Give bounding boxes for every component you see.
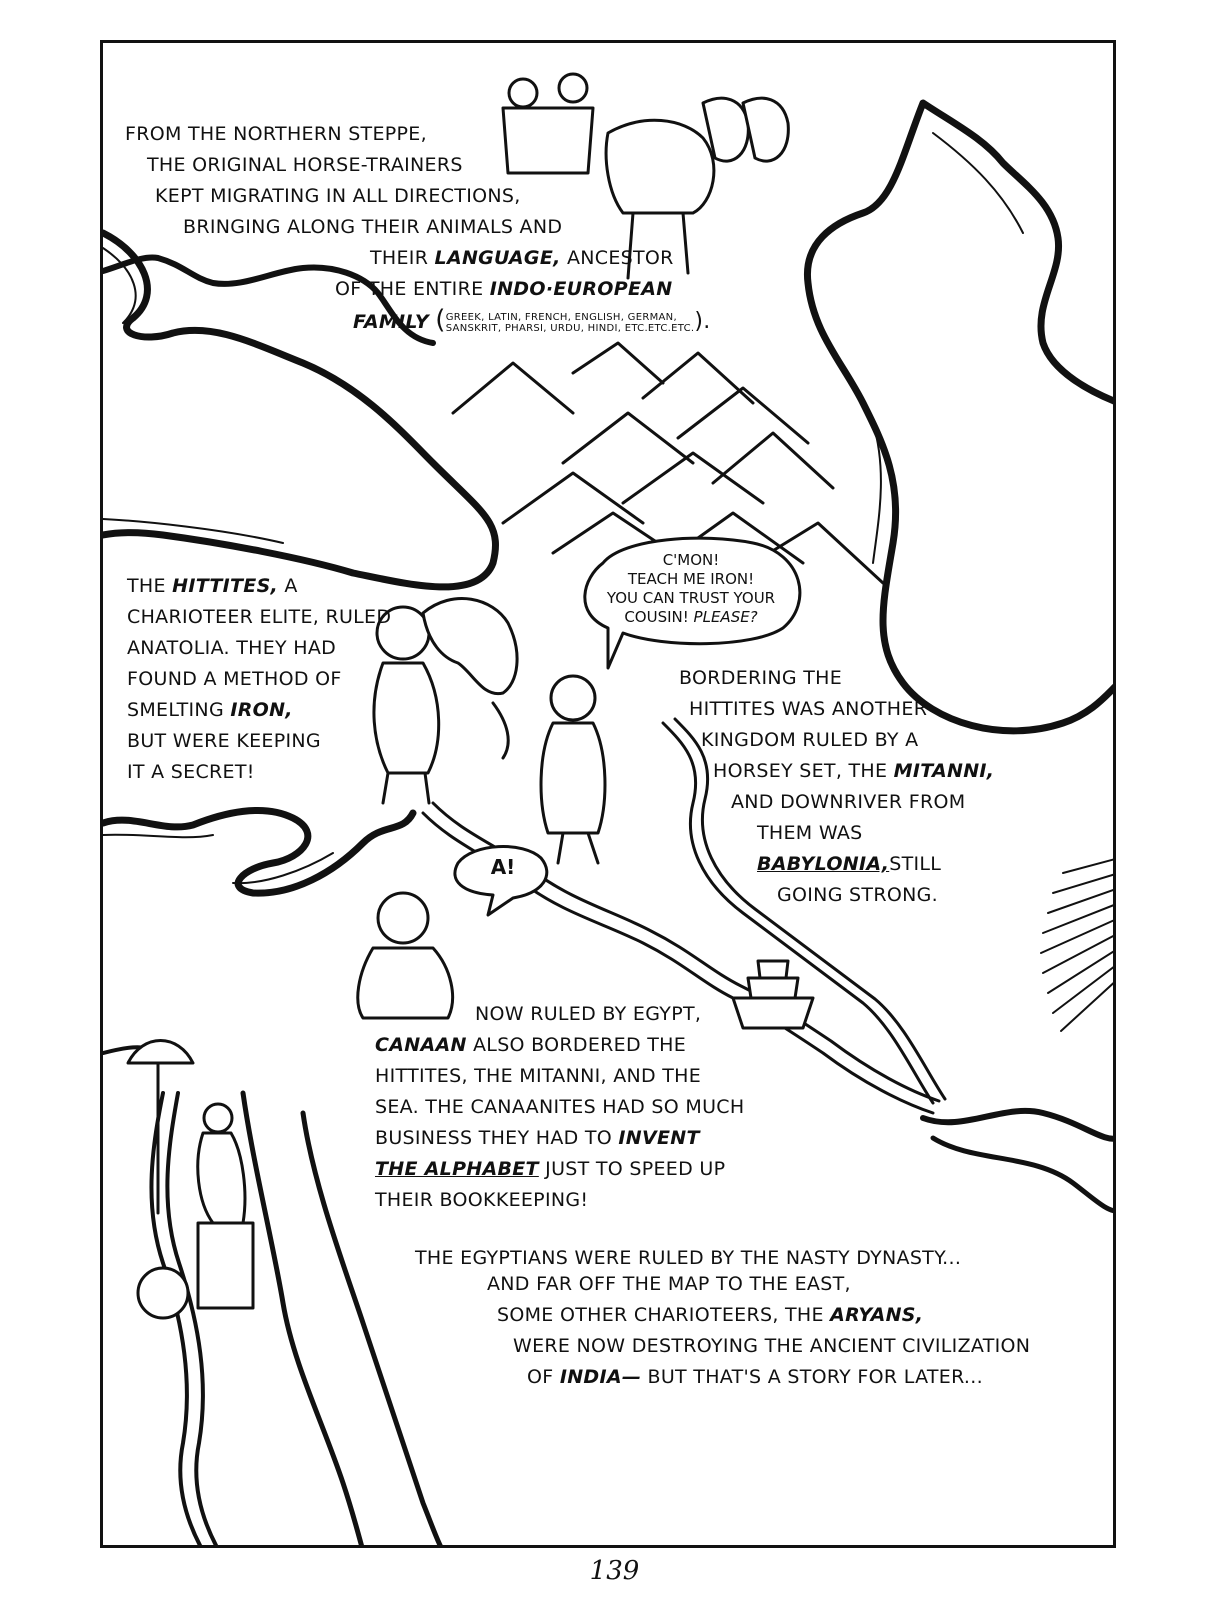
caption-line: BABYLONIA,STILL bbox=[757, 853, 942, 875]
caption-steppe bbox=[125, 119, 711, 338]
horse-head bbox=[423, 599, 517, 694]
caption-line: FROM THE NORTHERN STEPPE, bbox=[125, 123, 427, 145]
caspian-coast bbox=[807, 103, 1116, 731]
caption-hittites bbox=[127, 571, 391, 788]
speech-cousin-text: C'MON! TEACH ME IRON! YOU CAN TRUST YOUR COUSIN! PLEASE? bbox=[606, 551, 776, 626]
caption-line: HORSEY SET, THE MITANNI, bbox=[713, 760, 995, 782]
sun-rays bbox=[1041, 858, 1116, 1031]
term-alphabet: THE ALPHABET bbox=[375, 1158, 539, 1180]
caption-egypt: THE EGYPTIANS WERE RULED BY THE NASTY DYNASTY... bbox=[415, 1247, 962, 1269]
caption-aryans bbox=[487, 1269, 1030, 1393]
caption-line: AND DOWNRIVER FROM bbox=[731, 791, 966, 813]
page-number: 139 bbox=[589, 1556, 640, 1586]
speech-alef-text: A! bbox=[490, 855, 516, 879]
caption-line: GOING STRONG. bbox=[777, 884, 938, 906]
term-indo-european: INDO·EUROPEAN bbox=[489, 278, 673, 300]
caption-line: AND FAR OFF THE MAP TO THE EAST, bbox=[487, 1273, 851, 1295]
caption-line: THE ORIGINAL HORSE-TRAINERS bbox=[147, 154, 463, 176]
caption-line: ANATOLIA. THEY HAD bbox=[127, 637, 337, 659]
comic-panel bbox=[100, 40, 1116, 1548]
caption-line: OF INDIA— BUT THAT'S A STORY FOR LATER... bbox=[527, 1366, 983, 1388]
caption-line: THEIR BOOKKEEPING! bbox=[375, 1189, 589, 1211]
cousin-figure bbox=[493, 676, 605, 863]
caption-line: THE ALPHABET JUST TO SPEED UP bbox=[375, 1158, 726, 1180]
caption-mitanni bbox=[679, 663, 994, 911]
term-babylonia: BABYLONIA, bbox=[757, 853, 890, 875]
term-hittites: HITTITES, bbox=[172, 575, 279, 597]
caption-line: THEM WAS bbox=[757, 822, 863, 844]
caption-line: HITTITES, THE MITANNI, AND THE bbox=[375, 1065, 702, 1087]
caption-line: SMELTING IRON, bbox=[127, 699, 293, 721]
caption-line: THE HITTITES, A bbox=[127, 575, 298, 597]
ziggurat bbox=[733, 961, 813, 1028]
caption-line: CHARIOTEER ELITE, RULED bbox=[127, 606, 392, 628]
caption-line: HITTITES WAS ANOTHER bbox=[689, 698, 928, 720]
caption-line: KEPT MIGRATING IN ALL DIRECTIONS, bbox=[155, 185, 521, 207]
caption-canaan bbox=[375, 999, 744, 1216]
caption-line: KINGDOM RULED BY A bbox=[701, 729, 919, 751]
caption-line: BUSINESS THEY HAD TO INVENT bbox=[375, 1127, 700, 1149]
egyptian-figures bbox=[128, 1041, 253, 1319]
term-iron: IRON, bbox=[230, 699, 293, 721]
term-aryans: ARYANS, bbox=[830, 1304, 924, 1326]
red-sea-coast bbox=[243, 1093, 363, 1548]
caption-line: CANAAN ALSO BORDERED THE bbox=[375, 1034, 687, 1056]
term-family: FAMILY bbox=[353, 311, 429, 333]
caption-line: SOME OTHER CHARIOTEERS, THE ARYANS, bbox=[497, 1304, 924, 1326]
caption-line: SEA. THE CANAANITES HAD SO MUCH bbox=[375, 1096, 745, 1118]
caption-line: THEIR LANGUAGE, ANCESTOR bbox=[370, 247, 674, 269]
caption-line: BORDERING THE bbox=[679, 667, 843, 689]
caption-line: IT A SECRET! bbox=[127, 761, 255, 783]
term-india: INDIA— bbox=[559, 1366, 642, 1388]
caption-line: BUT WERE KEEPING bbox=[127, 730, 321, 752]
gulf-coast bbox=[923, 1111, 1116, 1139]
caption-line: FOUND A METHOD OF bbox=[127, 668, 342, 690]
term-mitanni: MITANNI, bbox=[893, 760, 995, 782]
language-list: GREEK, LATIN, FRENCH, ENGLISH, GERMAN, SANSKRIT, PHARSI, URDU, HINDI, ETC.ETC.ETC. bbox=[445, 311, 695, 334]
caption-line: NOW RULED BY EGYPT, bbox=[475, 1003, 702, 1025]
term-invent: INVENT bbox=[618, 1127, 700, 1149]
term-language: LANGUAGE, bbox=[434, 247, 561, 269]
caption-line: OF THE ENTIRE INDO·EUROPEAN bbox=[335, 278, 673, 300]
term-canaan: CANAAN bbox=[375, 1034, 467, 1056]
caption-line: WERE NOW DESTROYING THE ANCIENT CIVILIZATION bbox=[513, 1335, 1031, 1357]
caption-line: FAMILY (GREEK, LATIN, FRENCH, ENGLISH, GERMAN, SANSKRIT, PHARSI, URDU, HINDI, ETC.ETC.ETC.). bbox=[353, 305, 711, 335]
word-please: PLEASE? bbox=[693, 608, 758, 626]
caption-line: BRINGING ALONG THEIR ANIMALS AND bbox=[183, 216, 563, 238]
